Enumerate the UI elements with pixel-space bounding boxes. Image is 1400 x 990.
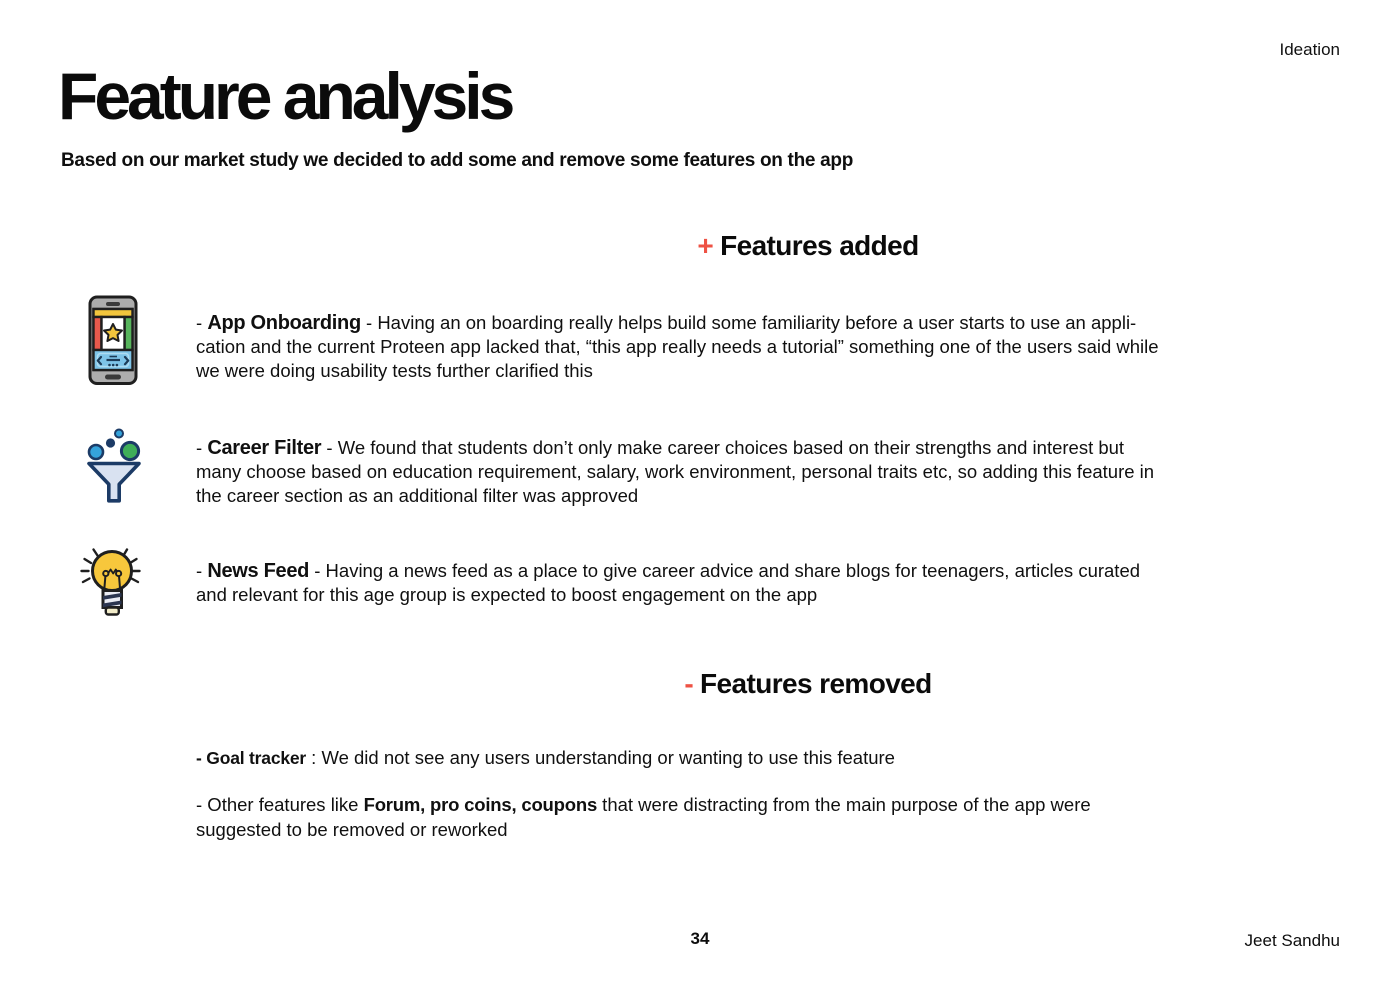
feature-removed-item: [196, 793, 1346, 842]
section-heading-added: [108, 230, 1400, 262]
section-heading-added-label: Features added: [720, 230, 919, 261]
feature-text: - We found that students don’t only make career choices based on their strengths and interest but: [321, 437, 1125, 458]
feature-text: - Having an on boarding really helps build some familiarity before a user starts to use an appli-: [360, 312, 1137, 333]
lightbulb-icon: [79, 543, 145, 626]
feature-line: we were doing usability tests further clarified this: [196, 360, 593, 381]
feature-line: many choose based on education requirement, salary, work environment, personal traits etc, so adding this feature in: [196, 461, 1155, 482]
feature-line: [196, 793, 1346, 818]
minus-icon: -: [684, 668, 694, 699]
dash: -: [196, 560, 208, 581]
author-name: Jeet Sandhu: [1244, 931, 1340, 950]
feature-added-item: [196, 436, 1336, 508]
page-subtitle: Based on our market study we decided to add some and remove some features on the app: [61, 150, 854, 171]
feature-line: the career section as an additional filter was approved: [196, 485, 639, 506]
feature-title: App Onboarding: [207, 312, 361, 334]
section-heading-removed-label: Features removed: [700, 668, 932, 699]
section-heading-removed: [108, 668, 1400, 700]
feature-title: News Feed: [207, 560, 310, 582]
slide-tag: Ideation: [1279, 40, 1340, 59]
feature-line: [196, 559, 1336, 583]
funnel-filter-icon: [85, 426, 143, 511]
dash: -: [196, 437, 208, 458]
feature-line: suggested to be removed or reworked: [196, 818, 508, 840]
feature-line: and relevant for this age group is expected to boost engagement on the app: [196, 584, 818, 605]
page-title: Feature analysis: [58, 59, 512, 133]
feature-line: [196, 311, 1336, 335]
feature-text: that were distracting from the main purpose of the app were: [597, 794, 1091, 815]
feature-title: - Goal tracker: [196, 748, 307, 768]
feature-text: : We did not see any users understanding or wanting to use this feature: [306, 747, 895, 768]
feature-title: Career Filter: [207, 437, 322, 459]
feature-text: - Other features like: [196, 794, 364, 815]
feature-added-item: [196, 311, 1336, 383]
dash: -: [196, 312, 208, 333]
feature-line: [196, 746, 1346, 771]
smartphone-onboarding-icon: [88, 295, 138, 391]
feature-added-item: [196, 559, 1336, 607]
plus-icon: +: [697, 230, 714, 261]
feature-bold-text: Forum, pro coins, coupons: [363, 794, 598, 815]
feature-line: cation and the current Proteen app lacked that, “this app really needs a tutorial” something one of the users said while: [196, 336, 1159, 357]
feature-line: [196, 436, 1336, 460]
feature-removed-item: [196, 746, 1346, 771]
feature-text: - Having a news feed as a place to give career advice and share blogs for teenagers, articles curated: [309, 560, 1141, 581]
page-number: 34: [690, 929, 710, 948]
